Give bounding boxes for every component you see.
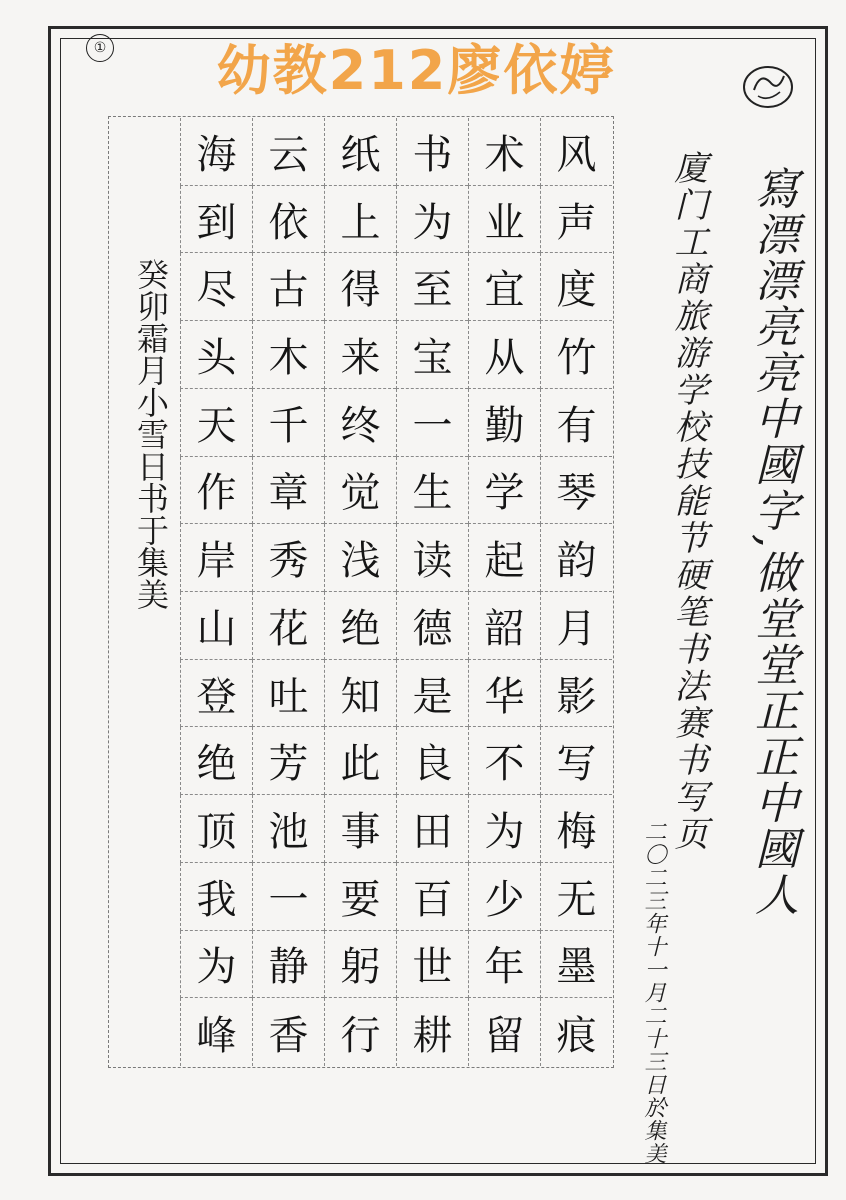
grid-cell: 纸 — [324, 118, 396, 186]
grid-cell: 有 — [540, 389, 612, 457]
grid-cell: 德 — [396, 592, 468, 660]
grid-cell: 百 — [396, 863, 468, 931]
grid-cell: 登 — [180, 660, 252, 728]
student-name-title: 幼教212廖依婷 — [216, 38, 616, 102]
page-number-badge: ① — [86, 34, 114, 62]
grid-cell: 华 — [468, 660, 540, 728]
grid-cell: 到 — [180, 186, 252, 254]
grid-cell: 得 — [324, 253, 396, 321]
grid-cell: 起 — [468, 524, 540, 592]
grid-cell: 古 — [252, 253, 324, 321]
grid-cell: 竹 — [540, 321, 612, 389]
grid-cell: 勤 — [468, 389, 540, 457]
event-title-text: 廈门工商旅游学校技能节硬笔书法赛书写页 — [668, 150, 708, 853]
grid-cell: 芳 — [252, 727, 324, 795]
grid-cell: 风 — [540, 118, 612, 186]
grid-cell: 终 — [324, 389, 396, 457]
grid-cell: 写 — [540, 727, 612, 795]
grid-cell: 韶 — [468, 592, 540, 660]
grid-cell: 田 — [396, 795, 468, 863]
grid-cell: 此 — [324, 727, 396, 795]
date-text: 二〇二三年十一月二十三日於集美 — [641, 820, 666, 1165]
grid-cell: 从 — [468, 321, 540, 389]
grid-cell: 耕 — [396, 998, 468, 1066]
poem-grid — [180, 118, 612, 1066]
grid-cell: 峰 — [180, 998, 252, 1066]
grid-cell: 要 — [324, 863, 396, 931]
grid-cell: 影 — [540, 660, 612, 728]
grid-cell: 琴 — [540, 457, 612, 525]
grid-cell: 躬 — [324, 931, 396, 999]
grid-cell: 依 — [252, 186, 324, 254]
grid-cell: 行 — [324, 998, 396, 1066]
grid-cell: 无 — [540, 863, 612, 931]
grid-cell: 韵 — [540, 524, 612, 592]
grid-cell: 静 — [252, 931, 324, 999]
grid-cell: 来 — [324, 321, 396, 389]
grid-cell: 是 — [396, 660, 468, 728]
grid-cell: 岸 — [180, 524, 252, 592]
grid-cell: 千 — [252, 389, 324, 457]
grid-cell: 顶 — [180, 795, 252, 863]
grid-cell: 痕 — [540, 998, 612, 1066]
grid-cell: 年 — [468, 931, 540, 999]
corner-seal-icon — [740, 62, 796, 112]
slogan-text: 寫漂漂亮亮中國字,做堂堂正正中國人 — [747, 166, 798, 918]
grid-cell: 吐 — [252, 660, 324, 728]
grid-cell: 术 — [468, 118, 540, 186]
grid-cell: 浅 — [324, 524, 396, 592]
grid-cell: 生 — [396, 457, 468, 525]
grid-cell: 作 — [180, 457, 252, 525]
grid-cell: 头 — [180, 321, 252, 389]
grid-cell: 秀 — [252, 524, 324, 592]
grid-cell: 章 — [252, 457, 324, 525]
grid-cell: 学 — [468, 457, 540, 525]
grid-cell: 云 — [252, 118, 324, 186]
grid-cell: 良 — [396, 727, 468, 795]
grid-cell: 书 — [396, 118, 468, 186]
grid-cell: 宝 — [396, 321, 468, 389]
grid-cell: 为 — [468, 795, 540, 863]
grid-cell: 知 — [324, 660, 396, 728]
grid-cell: 池 — [252, 795, 324, 863]
grid-cell: 为 — [396, 186, 468, 254]
signature-column: 癸卯霜月小雪日书于集美 — [132, 258, 170, 610]
grid-cell: 业 — [468, 186, 540, 254]
grid-cell: 尽 — [180, 253, 252, 321]
grid-cell: 梅 — [540, 795, 612, 863]
grid-cell: 至 — [396, 253, 468, 321]
grid-cell: 一 — [396, 389, 468, 457]
grid-cell: 读 — [396, 524, 468, 592]
grid-cell: 世 — [396, 931, 468, 999]
grid-cell: 宜 — [468, 253, 540, 321]
grid-cell: 一 — [252, 863, 324, 931]
grid-cell: 月 — [540, 592, 612, 660]
grid-cell: 留 — [468, 998, 540, 1066]
grid-cell: 事 — [324, 795, 396, 863]
grid-cell: 海 — [180, 118, 252, 186]
grid-cell: 少 — [468, 863, 540, 931]
grid-cell: 我 — [180, 863, 252, 931]
grid-cell: 上 — [324, 186, 396, 254]
grid-cell: 花 — [252, 592, 324, 660]
grid-cell: 木 — [252, 321, 324, 389]
grid-cell: 绝 — [324, 592, 396, 660]
grid-cell: 天 — [180, 389, 252, 457]
grid-cell: 山 — [180, 592, 252, 660]
grid-cell: 为 — [180, 931, 252, 999]
grid-cell: 绝 — [180, 727, 252, 795]
grid-cell: 觉 — [324, 457, 396, 525]
grid-cell: 声 — [540, 186, 612, 254]
grid-cell: 墨 — [540, 931, 612, 999]
grid-cell: 度 — [540, 253, 612, 321]
grid-cell: 不 — [468, 727, 540, 795]
grid-cell: 香 — [252, 998, 324, 1066]
